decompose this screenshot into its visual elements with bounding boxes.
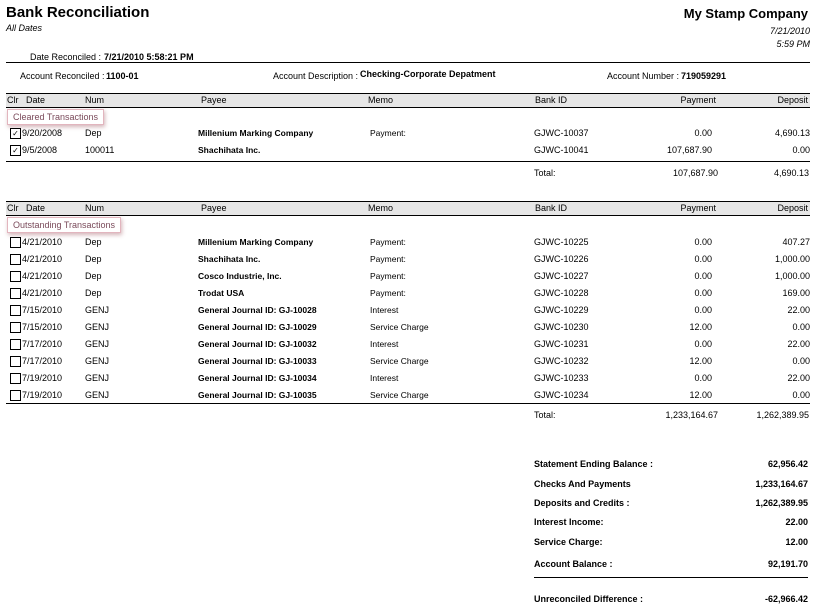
col-num: Num bbox=[85, 95, 105, 105]
row-date: 9/20/2008 bbox=[22, 128, 63, 138]
row-memo: Service Charge bbox=[370, 322, 429, 332]
row-date: 7/19/2010 bbox=[22, 373, 63, 383]
summary-label: Unreconciled Difference : bbox=[534, 594, 644, 604]
row-memo: Interest bbox=[370, 339, 399, 349]
row-deposit: 22.00 bbox=[787, 305, 810, 315]
clear-checkbox[interactable] bbox=[10, 322, 21, 333]
row-num: Dep bbox=[85, 128, 102, 138]
row-payment: 12.00 bbox=[689, 390, 712, 400]
clear-checkbox[interactable]: ✓ bbox=[10, 145, 21, 156]
row-bank-id: GJWC-10227 bbox=[534, 271, 589, 281]
table-row bbox=[6, 143, 810, 159]
table-row bbox=[6, 388, 810, 404]
col-payee: Payee bbox=[201, 203, 227, 213]
table-row bbox=[6, 303, 810, 319]
row-deposit: 22.00 bbox=[787, 373, 810, 383]
row-bank-id: GJWC-10228 bbox=[534, 288, 589, 298]
row-memo: Payment: bbox=[370, 128, 406, 138]
report-date: 7/21/2010 bbox=[769, 26, 810, 36]
summary-divider bbox=[534, 577, 808, 578]
row-payee: Cosco Industrie, Inc. bbox=[198, 271, 282, 281]
row-payment: 12.00 bbox=[689, 322, 712, 332]
account-number-label: Account Number : bbox=[607, 71, 680, 81]
account-reconciled-value: 1100-01 bbox=[106, 71, 139, 81]
col-deposit: Deposit bbox=[777, 203, 808, 213]
row-memo: Payment: bbox=[370, 288, 406, 298]
clear-checkbox[interactable]: ✓ bbox=[10, 128, 21, 139]
clear-checkbox[interactable] bbox=[10, 288, 21, 299]
row-bank-id: GJWC-10232 bbox=[534, 356, 589, 366]
table-row bbox=[6, 126, 810, 142]
outstanding-divider bbox=[6, 403, 810, 404]
row-num: 100011 bbox=[85, 145, 115, 155]
summary-row bbox=[534, 479, 808, 491]
row-deposit: 0.00 bbox=[792, 322, 810, 332]
table-row bbox=[6, 269, 810, 285]
row-memo: Payment: bbox=[370, 271, 406, 281]
summary-value: 62,956.42 bbox=[767, 459, 808, 469]
row-payee: General Journal ID: GJ-10033 bbox=[198, 356, 317, 366]
row-memo: Service Charge bbox=[370, 356, 429, 366]
summary-value: 92,191.70 bbox=[767, 559, 808, 569]
summary-row bbox=[534, 594, 808, 606]
summary-label: Checks And Payments bbox=[534, 479, 631, 489]
row-memo: Service Charge bbox=[370, 390, 429, 400]
row-num: Dep bbox=[85, 237, 102, 247]
row-deposit: 169.00 bbox=[782, 288, 810, 298]
cleared-section-label: Cleared Transactions bbox=[7, 109, 104, 125]
summary-label: Service Charge: bbox=[534, 537, 603, 547]
row-payment: 107,687.90 bbox=[666, 145, 712, 155]
row-num: Dep bbox=[85, 271, 102, 281]
col-payment: Payment bbox=[680, 203, 716, 213]
row-deposit: 0.00 bbox=[792, 145, 810, 155]
date-reconciled-value: 7/21/2010 5:58:21 PM bbox=[104, 52, 194, 62]
table-row bbox=[6, 337, 810, 353]
row-date: 7/19/2010 bbox=[22, 390, 63, 400]
outstanding-column-header bbox=[6, 201, 810, 216]
row-date: 4/21/2010 bbox=[22, 288, 63, 298]
summary-row bbox=[534, 537, 808, 549]
account-reconciled-label: Account Reconciled : bbox=[20, 71, 105, 81]
summary-value: 1,233,164.67 bbox=[755, 479, 808, 489]
summary-value: 12.00 bbox=[785, 537, 808, 547]
row-num: GENJ bbox=[85, 373, 110, 383]
row-payee: Millenium Marking Company bbox=[198, 237, 314, 247]
row-bank-id: GJWC-10233 bbox=[534, 373, 589, 383]
summary-value: 22.00 bbox=[785, 517, 808, 527]
cleared-total-label: Total: bbox=[534, 168, 556, 178]
clear-checkbox[interactable] bbox=[10, 339, 21, 350]
clear-checkbox[interactable] bbox=[10, 373, 21, 384]
row-bank-id: GJWC-10225 bbox=[534, 237, 589, 247]
clear-checkbox[interactable] bbox=[10, 356, 21, 367]
company-name: My Stamp Company bbox=[683, 6, 808, 21]
row-payee: Shachihata Inc. bbox=[198, 145, 261, 155]
col-clr: Clr bbox=[7, 95, 19, 105]
col-payment: Payment bbox=[680, 95, 716, 105]
row-date: 7/17/2010 bbox=[22, 356, 63, 366]
row-payment: 12.00 bbox=[689, 356, 712, 366]
cleared-divider bbox=[6, 161, 810, 162]
account-description-label: Account Description : bbox=[273, 71, 359, 81]
row-date: 4/21/2010 bbox=[22, 237, 63, 247]
row-deposit: 4,690.13 bbox=[774, 128, 810, 138]
account-number-value: 719059291 bbox=[681, 71, 727, 81]
table-row bbox=[6, 371, 810, 387]
table-row bbox=[6, 354, 810, 370]
row-payment: 0.00 bbox=[694, 305, 712, 315]
row-payee: Shachihata Inc. bbox=[198, 254, 261, 264]
row-num: GENJ bbox=[85, 390, 110, 400]
row-deposit: 0.00 bbox=[792, 356, 810, 366]
cleared-total-payment: 107,687.90 bbox=[672, 168, 718, 178]
report-time: 5:59 PM bbox=[776, 39, 810, 49]
col-memo: Memo bbox=[368, 95, 394, 105]
row-bank-id: GJWC-10234 bbox=[534, 390, 589, 400]
row-payment: 0.00 bbox=[694, 128, 712, 138]
report-subtitle: All Dates bbox=[6, 23, 43, 33]
summary-label: Interest Income: bbox=[534, 517, 604, 527]
row-num: GENJ bbox=[85, 305, 110, 315]
row-date: 4/21/2010 bbox=[22, 254, 63, 264]
row-payee: General Journal ID: GJ-10029 bbox=[198, 322, 317, 332]
row-deposit: 1,000.00 bbox=[774, 271, 810, 281]
row-payment: 0.00 bbox=[694, 271, 712, 281]
summary-label: Statement Ending Balance : bbox=[534, 459, 654, 469]
col-bank-id: Bank ID bbox=[535, 95, 568, 105]
row-payment: 0.00 bbox=[694, 237, 712, 247]
summary-row bbox=[534, 517, 808, 529]
row-deposit: 22.00 bbox=[787, 339, 810, 349]
col-date: Date bbox=[26, 95, 46, 105]
summary-value: 1,262,389.95 bbox=[755, 498, 808, 508]
row-memo: Payment: bbox=[370, 237, 406, 247]
report-title: Bank Reconciliation bbox=[6, 4, 150, 21]
row-payee: General Journal ID: GJ-10034 bbox=[198, 373, 317, 383]
row-date: 7/15/2010 bbox=[22, 305, 63, 315]
summary-row bbox=[534, 498, 808, 510]
row-payee: Millenium Marking Company bbox=[198, 128, 314, 138]
col-memo: Memo bbox=[368, 203, 394, 213]
divider bbox=[6, 62, 810, 63]
row-bank-id: GJWC-10041 bbox=[534, 145, 589, 155]
summary-row bbox=[534, 459, 808, 471]
summary-label: Deposits and Credits : bbox=[534, 498, 630, 508]
row-num: GENJ bbox=[85, 322, 110, 332]
clear-checkbox[interactable] bbox=[10, 237, 21, 248]
row-deposit: 1,000.00 bbox=[774, 254, 810, 264]
outstanding-total-payment: 1,233,164.67 bbox=[665, 410, 718, 420]
date-reconciled-label: Date Reconciled : bbox=[30, 52, 102, 62]
row-deposit: 407.27 bbox=[782, 237, 810, 247]
row-payee: General Journal ID: GJ-10028 bbox=[198, 305, 317, 315]
row-deposit: 0.00 bbox=[792, 390, 810, 400]
row-date: 7/15/2010 bbox=[22, 322, 63, 332]
row-payee: General Journal ID: GJ-10032 bbox=[198, 339, 317, 349]
row-bank-id: GJWC-10226 bbox=[534, 254, 589, 264]
outstanding-total-deposit: 1,262,389.95 bbox=[756, 410, 809, 420]
row-num: Dep bbox=[85, 254, 102, 264]
row-bank-id: GJWC-10230 bbox=[534, 322, 589, 332]
row-memo: Interest bbox=[370, 305, 399, 315]
row-memo: Payment: bbox=[370, 254, 406, 264]
row-bank-id: GJWC-10231 bbox=[534, 339, 589, 349]
cleared-total-deposit: 4,690.13 bbox=[773, 168, 809, 178]
row-bank-id: GJWC-10229 bbox=[534, 305, 589, 315]
col-bank-id: Bank ID bbox=[535, 203, 568, 213]
table-row bbox=[6, 320, 810, 336]
row-date: 7/17/2010 bbox=[22, 339, 63, 349]
clear-checkbox[interactable] bbox=[10, 305, 21, 316]
row-payment: 0.00 bbox=[694, 254, 712, 264]
table-row bbox=[6, 235, 810, 251]
row-memo: Interest bbox=[370, 373, 399, 383]
row-bank-id: GJWC-10037 bbox=[534, 128, 589, 138]
col-clr: Clr bbox=[7, 203, 19, 213]
row-payee: General Journal ID: GJ-10035 bbox=[198, 390, 317, 400]
summary-value: -62,966.42 bbox=[764, 594, 808, 604]
row-num: Dep bbox=[85, 288, 102, 298]
summary-row bbox=[534, 559, 808, 571]
row-payee: Trodat USA bbox=[198, 288, 245, 298]
row-payment: 0.00 bbox=[694, 339, 712, 349]
row-payment: 0.00 bbox=[694, 373, 712, 383]
clear-checkbox[interactable] bbox=[10, 254, 21, 265]
table-row bbox=[6, 286, 810, 302]
clear-checkbox[interactable] bbox=[10, 271, 21, 282]
row-num: GENJ bbox=[85, 356, 110, 366]
clear-checkbox[interactable] bbox=[10, 390, 21, 401]
col-date: Date bbox=[26, 203, 46, 213]
row-num: GENJ bbox=[85, 339, 110, 349]
col-num: Num bbox=[85, 203, 105, 213]
account-description-value: Checking-Corporate Depatment bbox=[360, 69, 496, 79]
col-payee: Payee bbox=[201, 95, 227, 105]
table-row bbox=[6, 252, 810, 268]
outstanding-section-label: Outstanding Transactions bbox=[7, 217, 121, 233]
row-date: 4/21/2010 bbox=[22, 271, 63, 281]
outstanding-total-label: Total: bbox=[534, 410, 556, 420]
row-payment: 0.00 bbox=[694, 288, 712, 298]
row-date: 9/5/2008 bbox=[22, 145, 58, 155]
summary-label: Account Balance : bbox=[534, 559, 613, 569]
cleared-column-header bbox=[6, 93, 810, 108]
col-deposit: Deposit bbox=[777, 95, 808, 105]
